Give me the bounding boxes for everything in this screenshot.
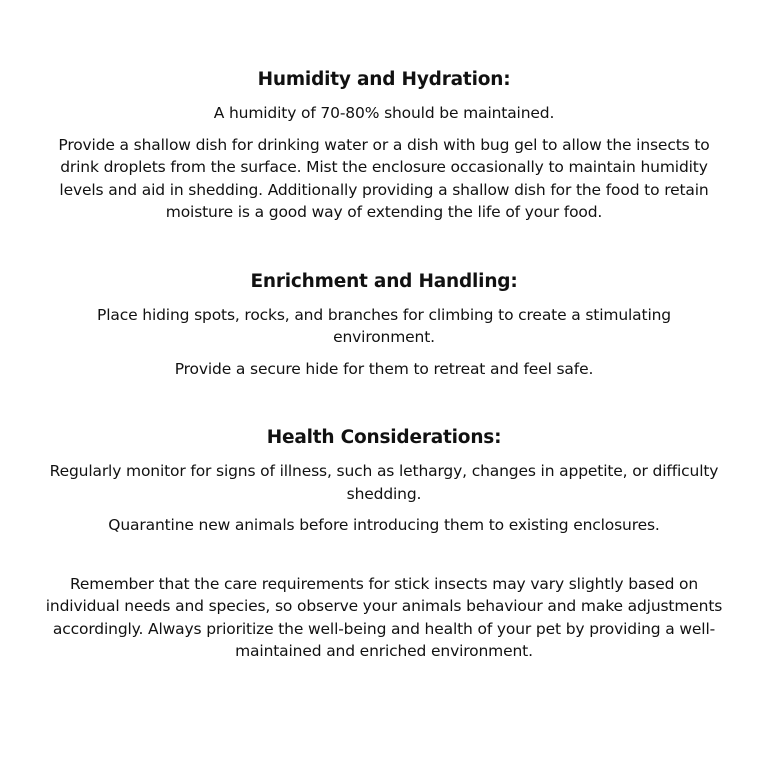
section-humidity-hydration [44,68,724,224]
section-paragraph: Quarantine new animals before introducing them to existing enclosures. [108,516,660,534]
section-enrichment-handling [44,270,724,381]
section-paragraph: Place hiding spots, rocks, and branches for climbing to create a stimulating environment. [97,305,671,346]
section-paragraph: Provide a secure hide for them to retreat and feel safe. [174,359,594,378]
section-paragraph: A humidity of 70-80% should be maintained. [213,104,555,122]
closing-paragraph: Remember that the care requirements for stick insects may vary slightly based on individual needs and species, so observe your animals behaviour and make adjustments accordingly. Always prioritize the well-being and health of your pet by providing a well-maintained and enriched environment. [45,574,723,660]
section-paragraph: Regularly monitor for signs of illness, such as lethargy, changes in appetite, or difficulty shedding. [49,462,719,503]
section-health-considerations [44,426,724,537]
closing-note [44,573,724,663]
section-heading: Health Considerations: [266,427,502,448]
section-paragraph: Provide a shallow dish for drinking water or a dish with bug gel to allow the insects to drink droplets from the surface. Mist the enclosure occasionally to maintain humidity levels and aid in shedding. Additionally providing a shallow dish for the food to retain moisture is a good way of extending the life of your food. [58,135,710,221]
section-heading: Humidity and Hydration: [257,69,511,90]
section-heading: Enrichment and Handling: [250,270,518,292]
